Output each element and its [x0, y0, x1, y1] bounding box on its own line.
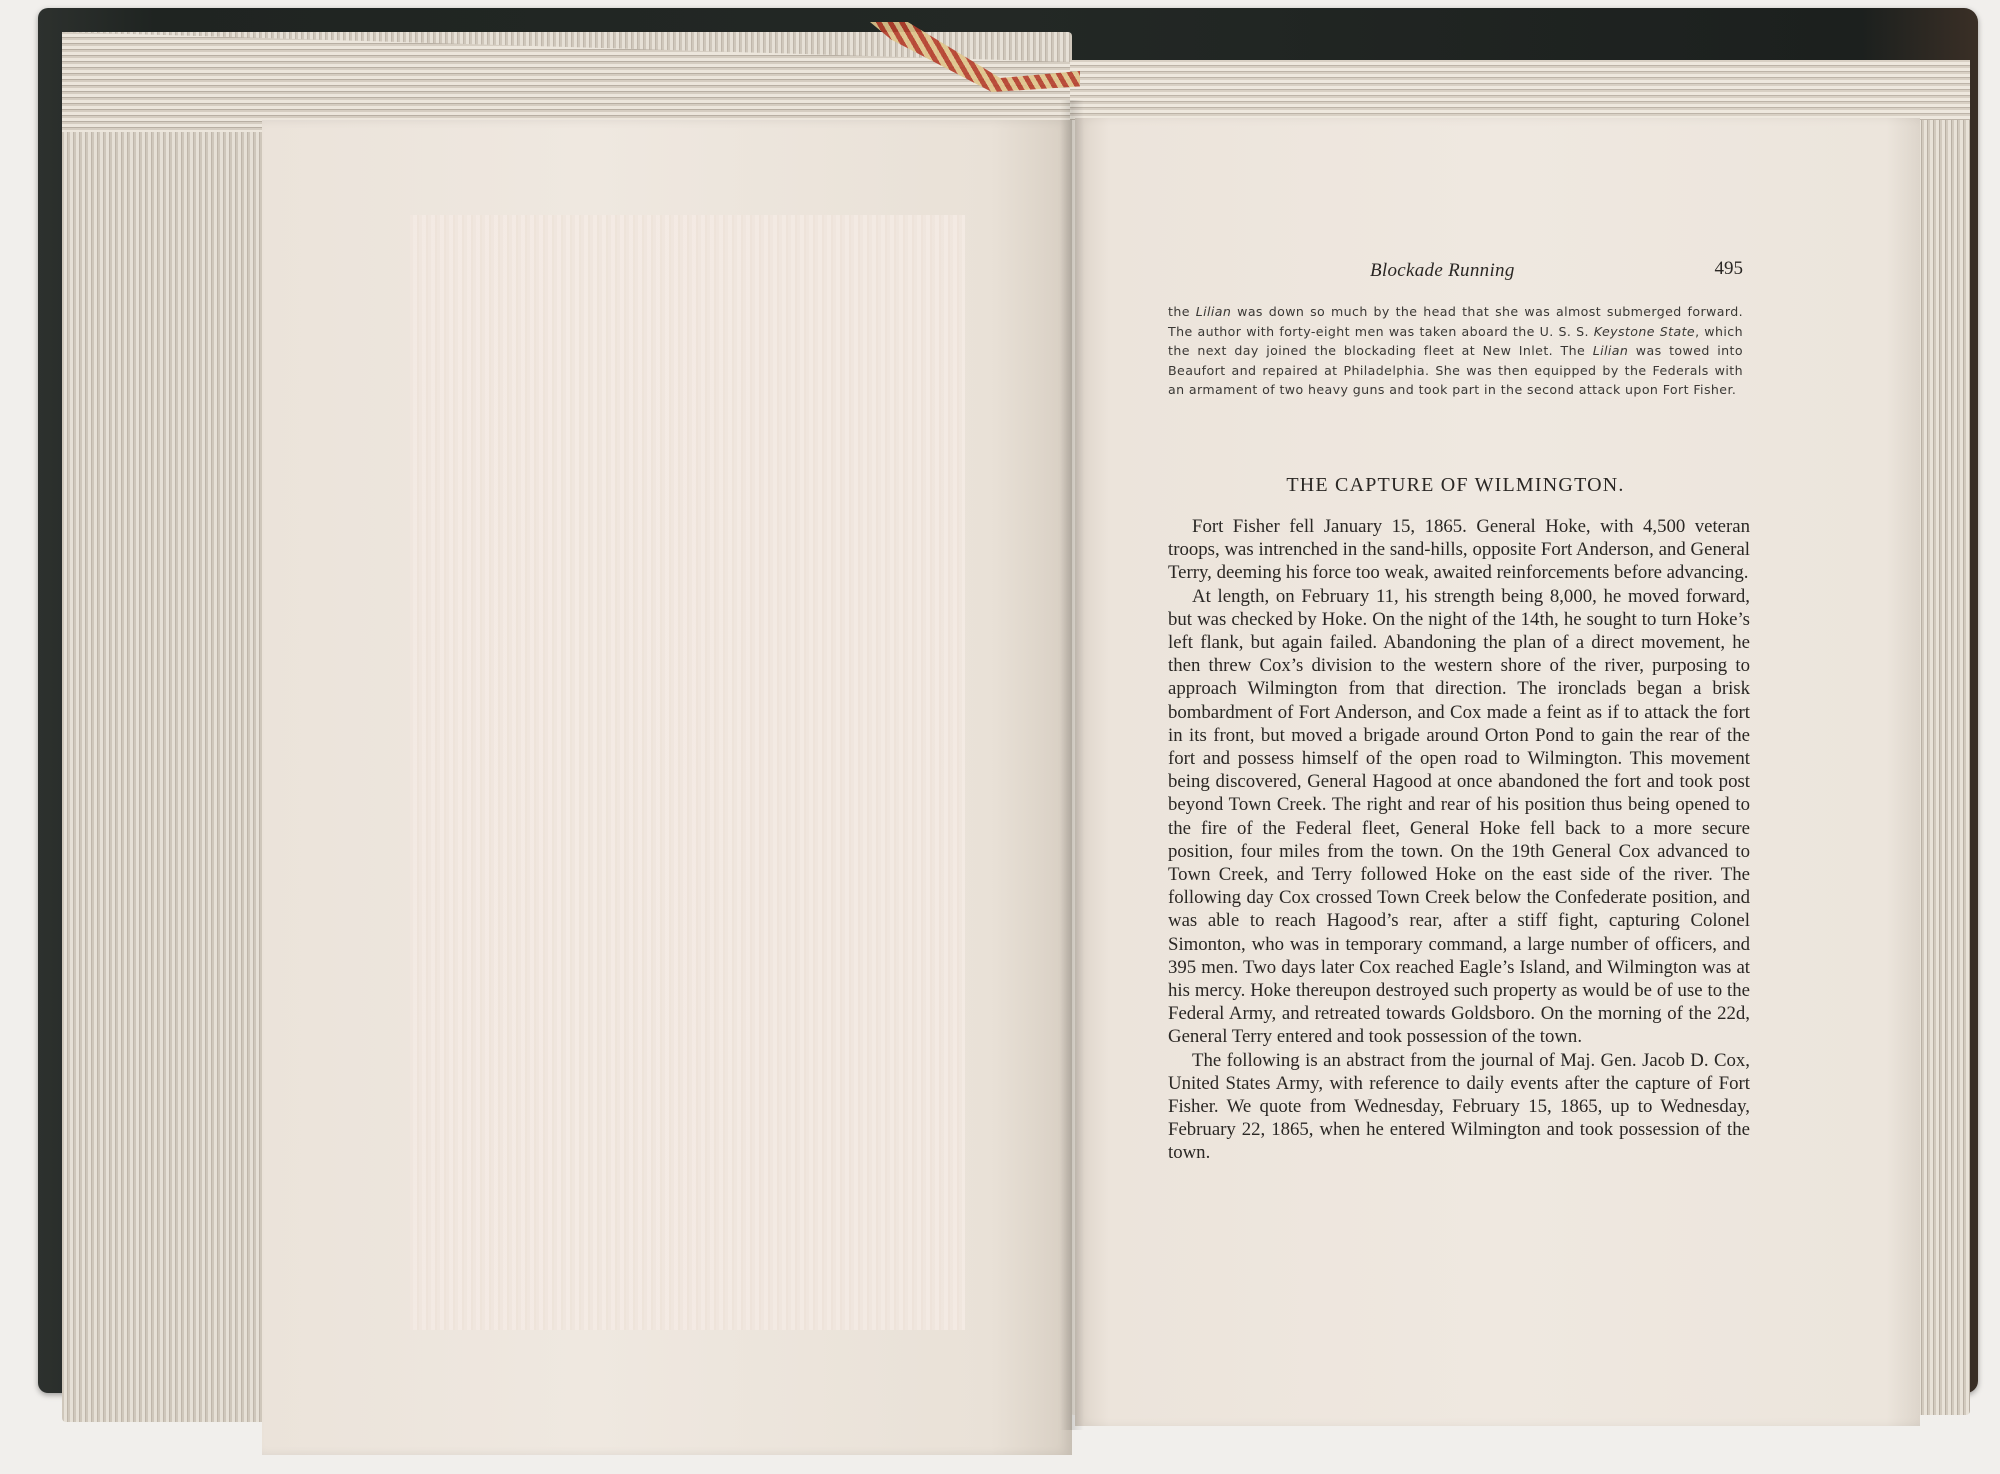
- paragraph: Fort Fisher fell January 15, 1865. General Hoke, with 4,500 veteran troops, was intrenched in the sand-hills, opposite Fort Anderson, and General Terry, deeming his force too weak, awaited reinforcements before advancing.: [1168, 516, 1750, 584]
- spine-gutter: [1060, 100, 1084, 1430]
- ship-name: Keystone State: [1593, 323, 1696, 339]
- body-text: [1168, 515, 1750, 1165]
- running-head: Blockade Running: [1370, 260, 1515, 281]
- footnote-text-3: , which the next day joined the blockading fleet at New Inlet. The: [1168, 323, 1743, 358]
- paragraph: At length, on February 11, his strength being 8,000, he moved forward, but was checked by Hoke. On the night of the 14th, he sought to turn Hoke’s left flank, but again failed. Abandoning the plan of a direct movement, he then threw Cox’s division to the western shore of the river, purposing to approach Wilmington from that direction. The ironclads began a brisk bombardment of Fort Anderson, and Cox made a feint as if to attack the fort in its front, but moved a brigade around Orton Pond to gain the rear of the fort and possess himself of the open road to Wilmington. This movement being discovered, General Hagood at once abandoned the fort and took post beyond Town Creek. The right and rear of his position thus being opened to the fire of the Federal fleet, General Hoke fell back to a more secure position, four miles from the town. On the 19th General Cox advanced to Town Creek, and Terry followed Hoke on the east side of the river. The following day Cox crossed Town Creek below the Confederate position, and was able to reach Hagood’s rear, after a stiff fight, capturing Colonel Simonton, who was in temporary command, a large number of officers, and 395 men. Two days later Cox reached Eagle’s Island, and Wilmington was at his mercy. Hoke thereupon destroyed such property as would be of use to the Federal Army, and retreated towards Goldsboro. On the morning of the 22d, General Terry entered and took possession of the town.: [1168, 585, 1750, 1048]
- paragraph: The following is an abstract from the journal of Maj. Gen. Jacob D. Cox, United States Army, with reference to daily events after the capture of Fort Fisher. We quote from Wednesday, February 15, 1865, up to Wednesday, February 22, 1865, when he entered Wilmington and took possession of the town.: [1168, 1049, 1750, 1164]
- left-page-blank-area: [410, 215, 965, 1330]
- footnote-text-1: the: [1168, 304, 1196, 319]
- ship-name: Lilian: [1195, 304, 1232, 319]
- page-number: 495: [1714, 258, 1743, 279]
- footnote-text-4: was towed into Beaufort and repaired at Philadelphia. She was then equipped by the Federals with an armament of two heavy guns and took part in the second attack upon Fort Fisher.: [1168, 343, 1743, 397]
- footnote-text-2: was down so much by the head that she was almost submerged forward. The author with forty-eight men was taken aboard the U. S. S.: [1168, 304, 1743, 339]
- footnote: [1168, 302, 1743, 400]
- ship-name: Lilian: [1592, 343, 1629, 358]
- right-page-top-edges: [1070, 60, 1970, 120]
- section-title: THE CAPTURE OF WILMINGTON.: [1286, 474, 1625, 496]
